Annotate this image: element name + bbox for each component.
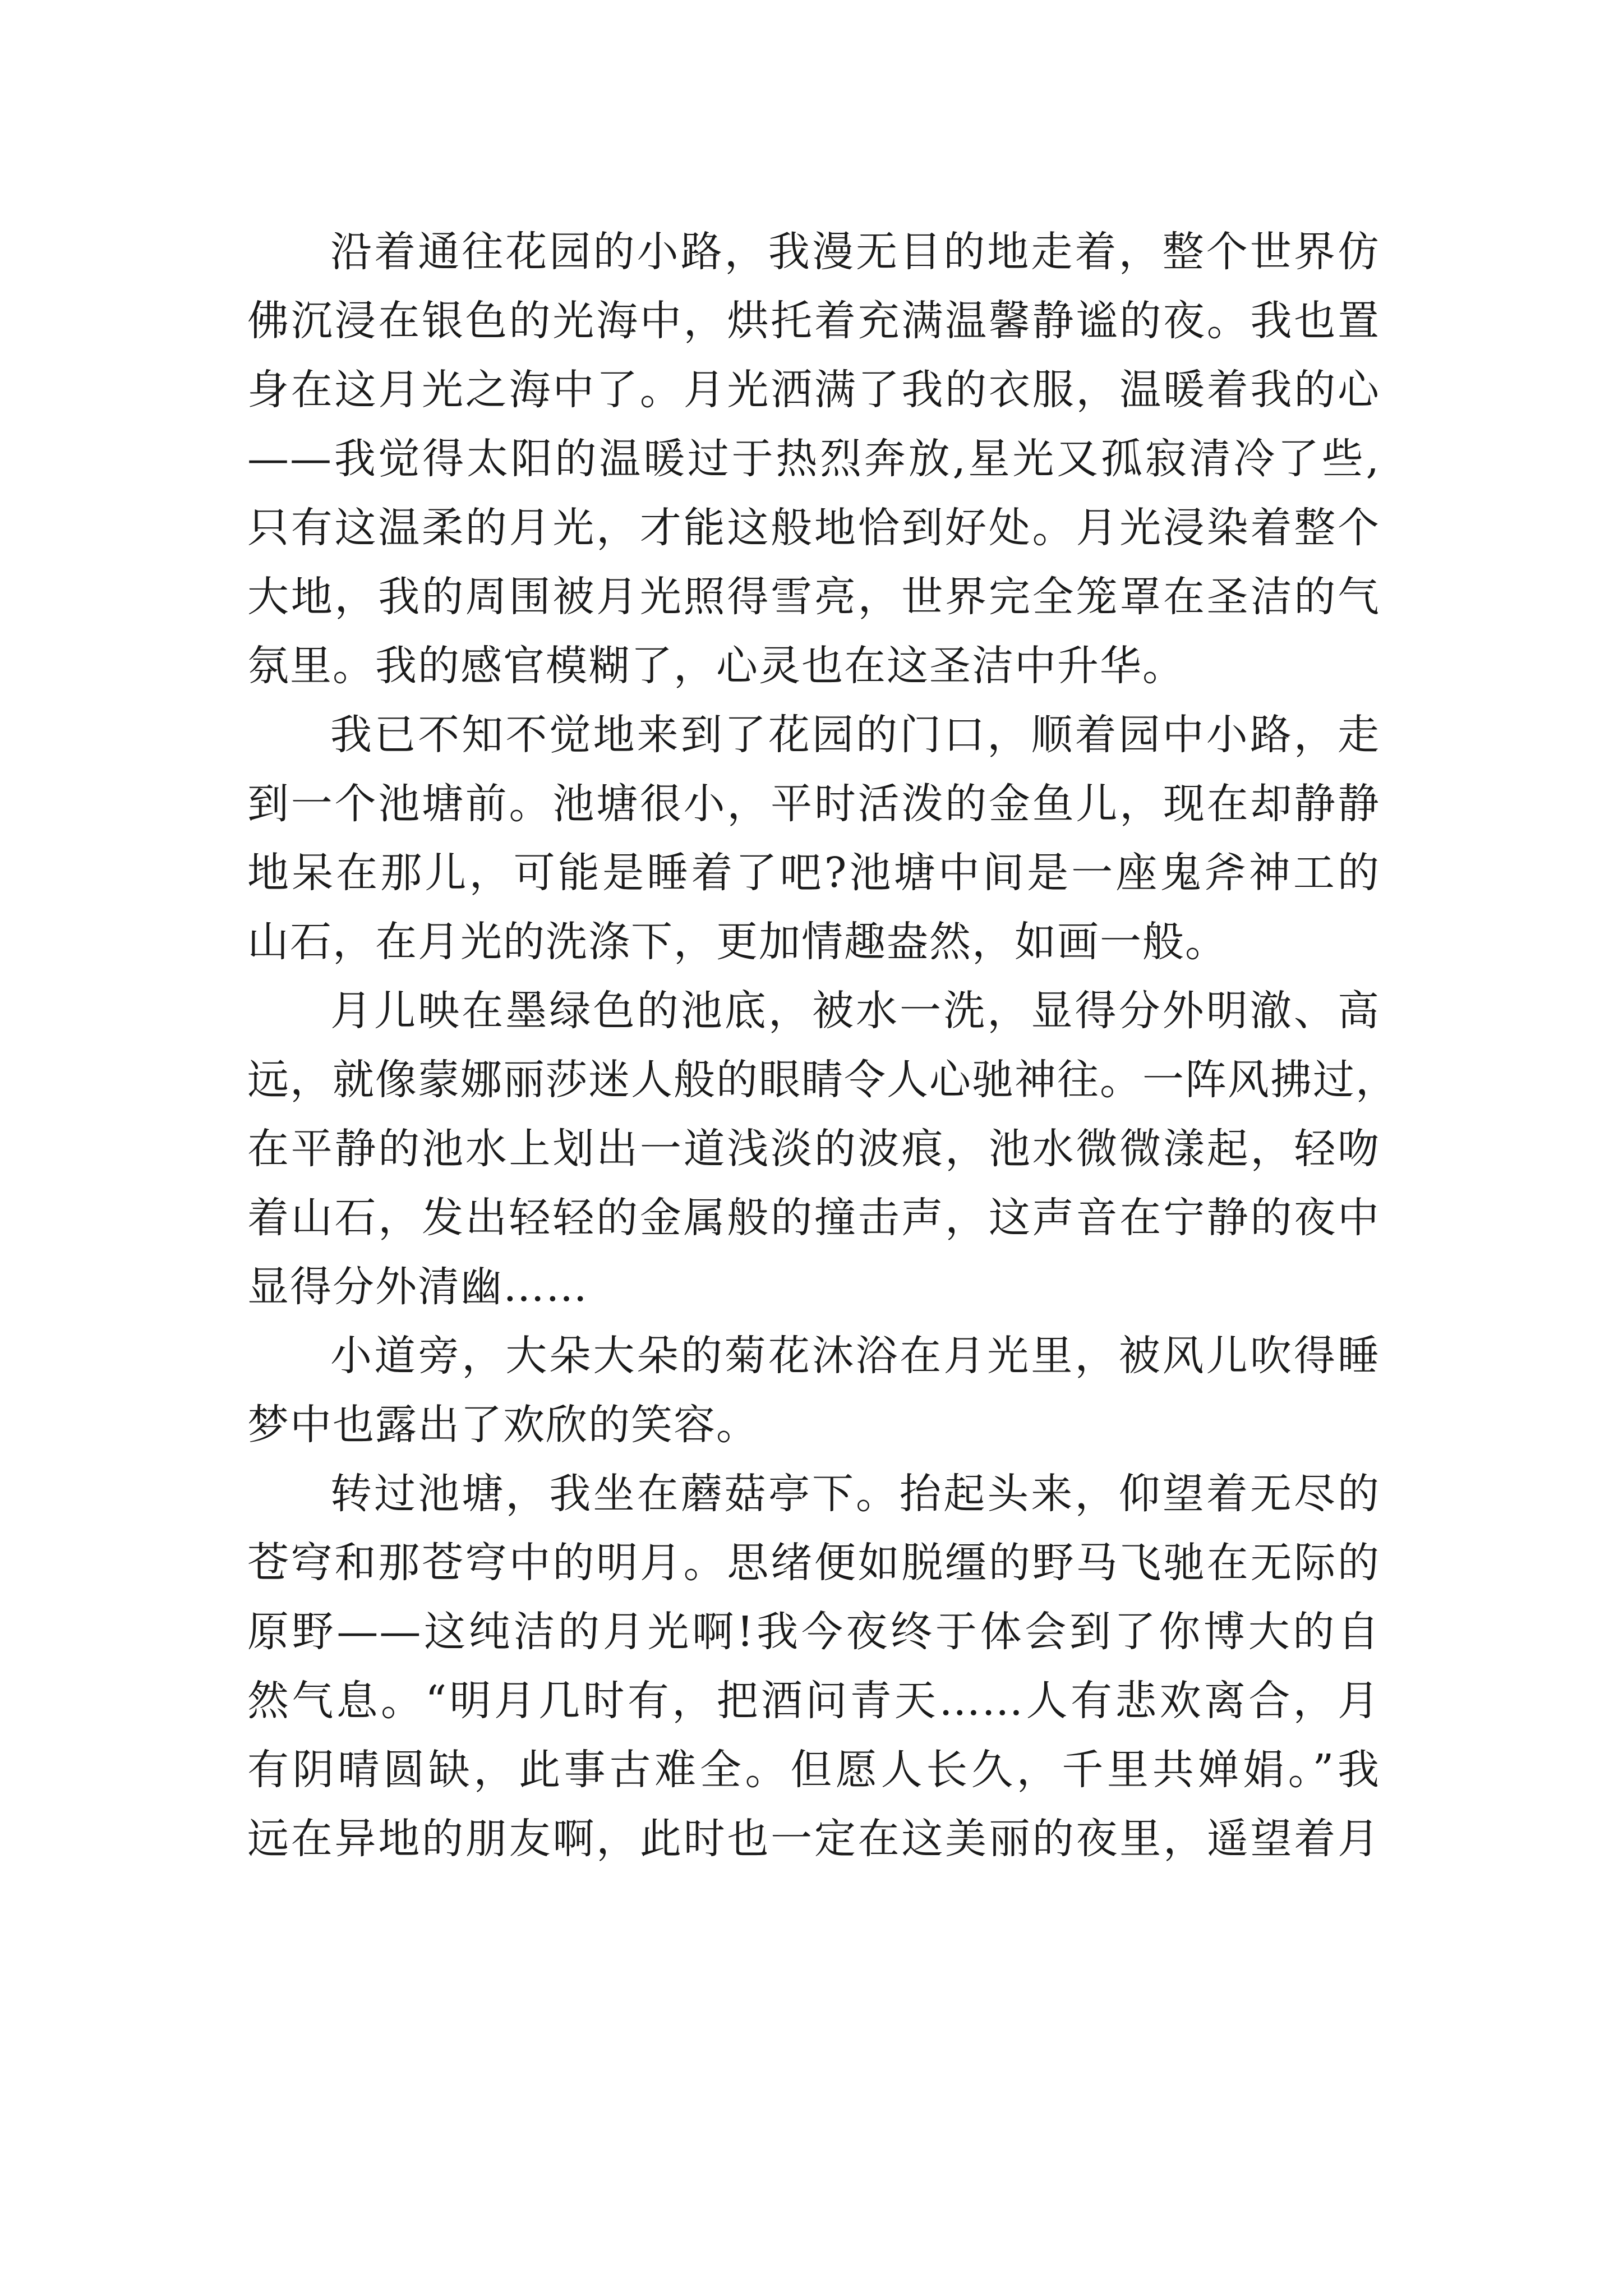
paragraph-line: 我已不知不觉地来到了花园的门口，顺着园中小路，走 (330, 711, 1380, 759)
paragraph-line: 小道旁，大朵大朵的菊花沐浴在月光里，被风儿吹得睡 (330, 1332, 1380, 1380)
paragraph-line: 梦中也露出了欢欣的笑容。 (247, 1401, 759, 1449)
paragraph-line: 地呆在那儿，可能是睡着了吧?池塘中间是一座鬼斧神工的 (247, 849, 1380, 897)
paragraph-line: 远在异地的朋友啊，此时也一定在这美丽的夜里，遥望着月 (247, 1815, 1380, 1863)
paragraph-line: 月儿映在墨绿色的池底，被水一洗，显得分外明澈、高 (330, 987, 1380, 1035)
paragraph-line: 然气息。“明月几时有，把酒问青天……人有悲欢离合，月 (247, 1677, 1380, 1725)
paragraph-line: 氛里。我的感官模糊了，心灵也在这圣洁中升华。 (247, 642, 1185, 690)
paragraph-line: 山石，在月光的洗涤下，更加情趣盎然，如画一般。 (247, 918, 1228, 966)
paragraph-line: ——我觉得太阳的温暖过于热烈奔放,星光又孤寂清冷了些, (247, 435, 1380, 483)
paragraph-line: 转过池塘，我坐在蘑菇亭下。抬起头来，仰望着无尽的 (330, 1470, 1380, 1518)
paragraph-line: 苍穹和那苍穹中的明月。思绪便如脱缰的野马飞驰在无际的 (247, 1539, 1380, 1587)
paragraph-line: 着山石，发出轻轻的金属般的撞击声，这声音在宁静的夜中 (247, 1194, 1380, 1242)
paragraph-line: 佛沉浸在银色的光海中，烘托着充满温馨静谧的夜。我也置 (247, 297, 1380, 345)
paragraph-line: 有阴晴圆缺，此事古难全。但愿人长久，千里共婵娟。”我 (247, 1746, 1380, 1794)
paragraph-line: 在平静的池水上划出一道浅淡的波痕，池水微微漾起，轻吻 (247, 1125, 1380, 1173)
paragraph-line: 到一个池塘前。池塘很小，平时活泼的金鱼儿，现在却静静 (247, 780, 1380, 828)
paragraph-line: 远，就像蒙娜丽莎迷人般的眼睛令人心驰神往。一阵风拂过， (247, 1056, 1398, 1104)
paragraph-line: 只有这温柔的月光，才能这般地恰到好处。月光浸染着整个 (247, 504, 1380, 552)
paragraph-line: 原野——这纯洁的月光啊!我今夜终于体会到了你博大的自 (247, 1608, 1380, 1656)
paragraph-line: 大地，我的周围被月光照得雪亮，世界完全笼罩在圣洁的气 (247, 573, 1380, 621)
body-text (247, 218, 1398, 1874)
paragraph-line: 显得分外清幽…… (247, 1263, 588, 1311)
paragraph-line: 身在这月光之海中了。月光洒满了我的衣服，温暖着我的心 (247, 366, 1380, 414)
paragraph-line: 沿着通往花园的小路，我漫无目的地走着，整个世界仿 (330, 228, 1380, 276)
